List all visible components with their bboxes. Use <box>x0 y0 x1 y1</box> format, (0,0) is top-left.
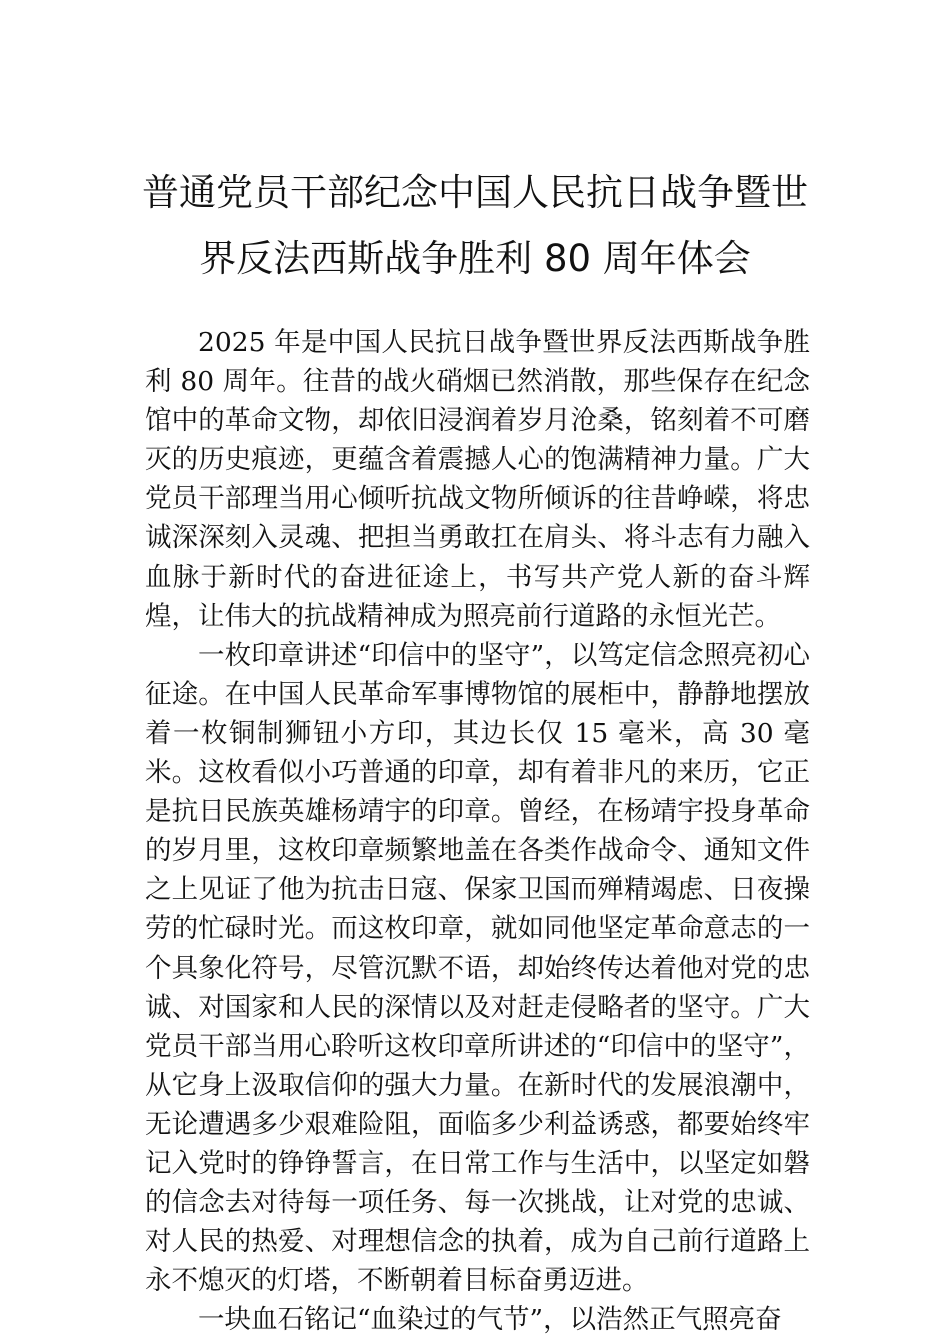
document-body <box>145 323 810 1339</box>
document-title <box>120 160 830 292</box>
paragraph-seal: 一枚印章讲述“印信中的坚守”，以笃定信念照亮初心征途。在中国人民革命军事博物馆的展柜中，静静地摆放着一枚铜制狮钮小方印，其边长仅 15 毫米，高 30 毫米。这枚看似小巧普通的印章，却有着非凡的来历，它正是抗日民族英雄杨靖宇的印章。曾经，在杨靖宇投身革命的岁月里，这枚印章频繁地盖在各类作战命令、通知文件之上见证了他为抗击日寇、保家卫国而殚精竭虑、日夜操劳的忙碌时光。而这枚印章，就如同他坚定革命意志的一个具象化符号，尽管沉默不语，却始终传达着他对党的忠诚、对国家和人民的深情以及对赶走侵略者的坚守。广大党员干部当用心聆听这枚印章所讲述的“印信中的坚守”，从它身上汲取信仰的强大力量。在新时代的发展浪潮中，无论遭遇多少艰难险阻，面临多少利益诱惑，都要始终牢记入党时的铮铮誓言，在日常工作与生活中，以坚定如磐的信念去对待每一项任务、每一次挑战，让对党的忠诚、对人民的热爱、对理想信念的执着，成为自己前行道路上永不熄灭的灯塔，不断朝着目标奋勇迈进。 <box>145 639 810 1297</box>
paragraph-intro: 2025 年是中国人民抗日战争暨世界反法西斯战争胜利 80 周年。往昔的战火硝烟已然消散，那些保存在纪念馆中的革命文物，却依旧浸润着岁月沧桑，铭刻着不可磨灭的历史痕迹，更蕴含着震撼人心的饱满精神力量。广大党员干部理当用心倾听抗战文物所倾诉的往昔峥嵘，将忠诚深深刻入灵魂、把担当勇敢扛在肩头、将斗志有力融入血脉于新时代的奋进征途上，书写共产党人新的奋斗辉煌，让伟大的抗战精神成为照亮前行道路的永恒光芒。 <box>145 327 810 632</box>
paragraph-blood-stone: 一块血石铭记“血染过的气节”，以浩然正气照亮奋 <box>198 1304 782 1336</box>
title-line-2: 界反法西斯战争胜利 80 周年体会 <box>199 237 751 280</box>
title-line-1: 普通党员干部纪念中国人民抗日战争暨世 <box>142 171 808 214</box>
